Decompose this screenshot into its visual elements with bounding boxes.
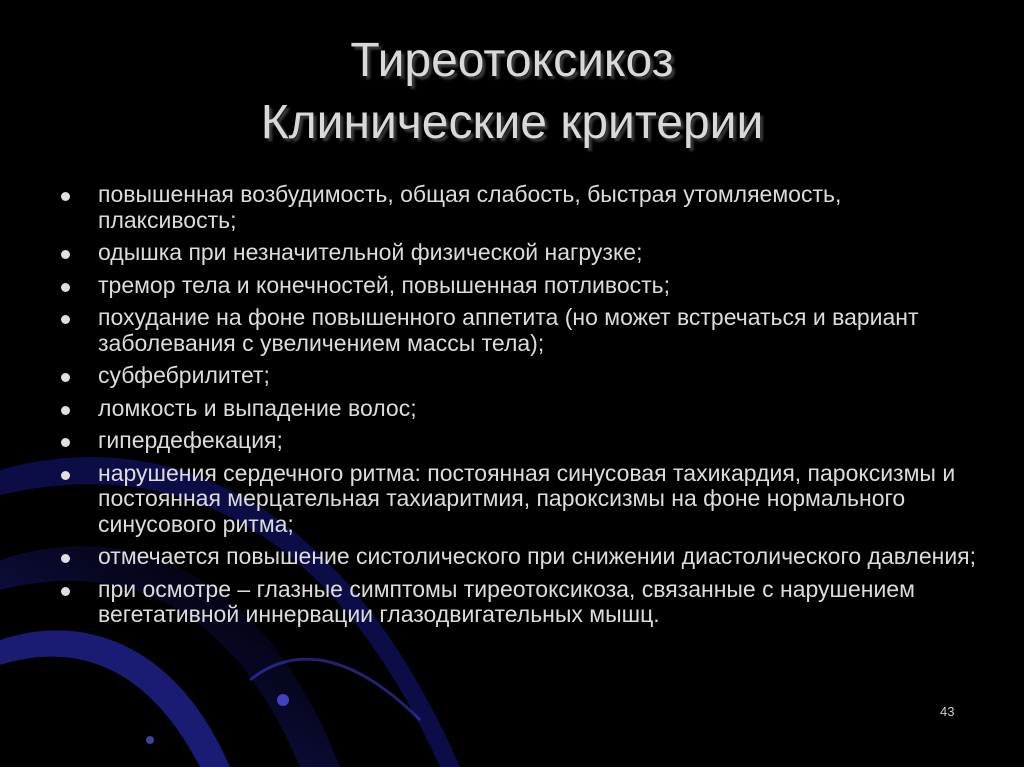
list-item (58, 461, 978, 538)
list-item (58, 305, 978, 356)
slide-title (0, 30, 1024, 154)
bullet-dot-icon (61, 373, 70, 382)
list-item (58, 396, 978, 422)
list-item (58, 240, 978, 266)
list-item (58, 182, 978, 233)
list-item-text: нарушения сердечного ритма: постоянная синусовая тахикардия, пароксизмы и постоянная мерцательная тахиаритмия, пароксизмы на фоне нормального синусового ритма; (98, 459, 956, 537)
list-item-text: субфебрилитет; (98, 362, 270, 388)
list-item (58, 363, 978, 389)
bullet-dot-icon (61, 192, 70, 201)
list-item (58, 544, 978, 570)
title-line-1: Тиреотоксикоз (350, 34, 674, 87)
title-line-2: Клинические критерии (260, 96, 764, 149)
page-number: 43 (940, 704, 955, 719)
bullet-dot-icon (61, 283, 70, 292)
list-item (58, 577, 978, 628)
list-item-text: похудание на фоне повышенного аппетита (но может встречаться и вариант заболевания с увеличением массы тела); (98, 304, 919, 356)
bullet-dot-icon (61, 438, 70, 447)
list-item-text: при осмотре – глазные симптомы тиреотоксикоза, связанные с нарушением вегетативной иннервации глазодвигательных мышц. (98, 575, 915, 627)
list-item-text: тремор тела и конечностей, повышенная потливость; (98, 271, 671, 298)
list-item-text: одышка при незначительной физической нагрузке; (98, 239, 643, 265)
list-item (58, 428, 978, 454)
bullet-dot-icon (61, 554, 70, 563)
list-item (58, 273, 978, 299)
list-item-text: гипердефекация; (98, 427, 283, 453)
list-item-text: ломкость и выпадение волос; (98, 394, 417, 421)
bullet-dot-icon (61, 250, 70, 259)
criteria-list (58, 182, 978, 635)
bullet-dot-icon (61, 587, 70, 596)
bullet-dot-icon (61, 471, 70, 480)
list-item-text: повышенная возбудимость, общая слабость, быстрая утомляемость, плаксивость; (98, 181, 842, 233)
bullet-dot-icon (61, 315, 70, 324)
bullet-dot-icon (61, 406, 70, 415)
list-item-text: отмечается повышение систолического при снижении диастолического давления; (98, 543, 977, 569)
